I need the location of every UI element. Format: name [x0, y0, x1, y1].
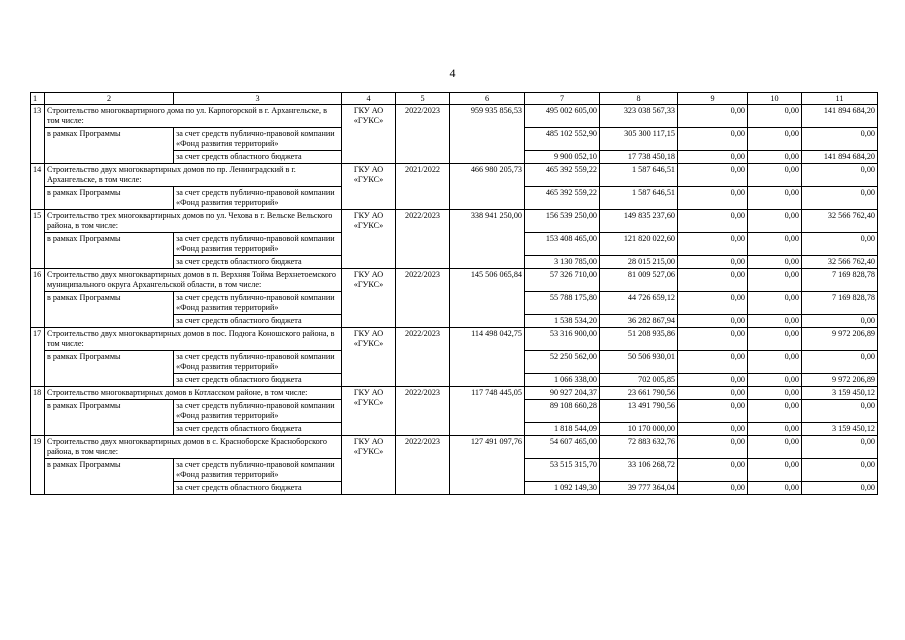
column-number: 11 [802, 93, 878, 105]
project-executor: ГКУ АО «ГУКС» [342, 105, 396, 164]
column-number-row [31, 93, 878, 105]
amount-cell: 0,00 [678, 400, 748, 423]
amount-cell: 36 282 867,94 [600, 315, 678, 328]
amount-cell: 1 818 544,09 [525, 423, 600, 436]
amount-cell: 323 038 567,33 [600, 105, 678, 128]
amount-cell: 3 159 450,12 [802, 423, 878, 436]
column-number: 6 [450, 93, 525, 105]
amount-cell: 1 538 534,20 [525, 315, 600, 328]
project-years: 2022/2023 [396, 328, 450, 387]
program-label: в рамках Программы [45, 351, 174, 387]
fund-source-label: за счет средств публично-правовой компании «Фонд развития территорий» [174, 292, 342, 315]
amount-cell: 44 726 659,12 [600, 292, 678, 315]
program-label: в рамках Программы [45, 233, 174, 269]
regional-source-label: за счет средств областного бюджета [174, 151, 342, 164]
amount-cell: 0,00 [802, 164, 878, 187]
project-executor: ГКУ АО «ГУКС» [342, 164, 396, 210]
amount-cell: 141 894 684,20 [802, 151, 878, 164]
amount-cell: 3 130 785,00 [525, 256, 600, 269]
project-executor: ГКУ АО «ГУКС» [342, 328, 396, 387]
column-number: 10 [748, 93, 802, 105]
amount-cell: 89 108 660,28 [525, 400, 600, 423]
column-number: 4 [342, 93, 396, 105]
amount-cell: 0,00 [678, 315, 748, 328]
amount-cell: 0,00 [678, 482, 748, 495]
program-label: в рамках Программы [45, 128, 174, 164]
project-row [31, 210, 878, 233]
project-number: 13 [31, 105, 45, 164]
amount-cell: 0,00 [748, 128, 802, 151]
regional-source-label: за счет средств областного бюджета [174, 374, 342, 387]
amount-cell: 0,00 [748, 292, 802, 315]
fund-source-label: за счет средств публично-правовой компании «Фонд развития территорий» [174, 128, 342, 151]
project-title: Строительство многоквартирных домов в Котласском районе, в том числе: [45, 387, 342, 400]
amount-cell: 0,00 [748, 482, 802, 495]
amount-cell: 0,00 [678, 210, 748, 233]
amount-cell: 1 587 646,51 [600, 164, 678, 187]
column-number: 9 [678, 93, 748, 105]
fund-source-label: за счет средств публично-правовой компании «Фонд развития территорий» [174, 400, 342, 423]
amount-cell: 1 587 646,51 [600, 187, 678, 210]
amount-cell: 0,00 [802, 187, 878, 210]
project-executor: ГКУ АО «ГУКС» [342, 436, 396, 495]
amount-cell: 3 159 450,12 [802, 387, 878, 400]
amount-cell: 0,00 [748, 328, 802, 351]
regional-source-label: за счет средств областного бюджета [174, 256, 342, 269]
amount-cell: 0,00 [678, 151, 748, 164]
program-label: в рамках Программы [45, 187, 174, 210]
amount-cell: 0,00 [678, 387, 748, 400]
project-years: 2022/2023 [396, 436, 450, 495]
column-number: 1 [31, 93, 45, 105]
program-table [30, 92, 878, 495]
project-title: Строительство двух многоквартирных домов по пр. Ленинградский в г. Архангельске, в том числе: [45, 164, 342, 187]
amount-cell: 0,00 [802, 315, 878, 328]
project-title: Строительство трех многоквартирных домов по ул. Чехова в г. Вельске Вельского района, в том числе: [45, 210, 342, 233]
amount-cell: 0,00 [802, 400, 878, 423]
project-title: Строительство многоквартирного дома по ул. Карпогорской в г. Архангельске, в том числе: [45, 105, 342, 128]
amount-cell: 1 066 338,00 [525, 374, 600, 387]
amount-cell: 55 788 175,80 [525, 292, 600, 315]
amount-cell: 17 738 450,18 [600, 151, 678, 164]
column-number: 7 [525, 93, 600, 105]
amount-cell: 0,00 [802, 459, 878, 482]
amount-cell: 702 005,85 [600, 374, 678, 387]
regional-source-label: за счет средств областного бюджета [174, 482, 342, 495]
amount-cell: 0,00 [678, 459, 748, 482]
amount-cell: 23 661 790,56 [600, 387, 678, 400]
amount-cell: 0,00 [748, 151, 802, 164]
amount-cell: 465 392 559,22 [525, 164, 600, 187]
amount-cell: 53 316 900,00 [525, 328, 600, 351]
amount-cell: 0,00 [748, 387, 802, 400]
project-cost: 114 498 042,75 [450, 328, 525, 387]
project-years: 2022/2023 [396, 105, 450, 164]
amount-cell: 52 250 562,00 [525, 351, 600, 374]
amount-cell: 485 102 552,90 [525, 128, 600, 151]
amount-cell: 0,00 [678, 128, 748, 151]
project-years: 2021/2022 [396, 164, 450, 210]
amount-cell: 50 506 930,01 [600, 351, 678, 374]
project-row [31, 105, 878, 128]
amount-cell: 0,00 [678, 423, 748, 436]
amount-cell: 0,00 [748, 269, 802, 292]
project-number: 16 [31, 269, 45, 328]
amount-cell: 0,00 [678, 374, 748, 387]
amount-cell: 0,00 [748, 423, 802, 436]
amount-cell: 0,00 [678, 164, 748, 187]
amount-cell: 0,00 [678, 105, 748, 128]
amount-cell: 57 326 710,00 [525, 269, 600, 292]
amount-cell: 0,00 [748, 400, 802, 423]
regional-source-label: за счет средств областного бюджета [174, 423, 342, 436]
program-label: в рамках Программы [45, 400, 174, 436]
fund-source-label: за счет средств публично-правовой компании «Фонд развития территорий» [174, 233, 342, 256]
project-years: 2022/2023 [396, 387, 450, 436]
amount-cell: 0,00 [748, 164, 802, 187]
amount-cell: 53 515 315,70 [525, 459, 600, 482]
project-title: Строительство двух многоквартирных домов в п. Верхняя Тойма Верхнетоемского муниципального округа Архангельской области, в том числе: [45, 269, 342, 292]
amount-cell: 9 900 052,10 [525, 151, 600, 164]
column-number: 5 [396, 93, 450, 105]
amount-cell: 0,00 [748, 256, 802, 269]
amount-cell: 495 002 605,00 [525, 105, 600, 128]
project-years: 2022/2023 [396, 210, 450, 269]
project-row [31, 436, 878, 459]
amount-cell: 0,00 [748, 459, 802, 482]
amount-cell: 0,00 [802, 482, 878, 495]
fund-source-label: за счет средств публично-правовой компании «Фонд развития территорий» [174, 351, 342, 374]
amount-cell: 0,00 [748, 351, 802, 374]
fund-source-label: за счет средств публично-правовой компании «Фонд развития территорий» [174, 187, 342, 210]
project-row [31, 269, 878, 292]
amount-cell: 51 208 935,86 [600, 328, 678, 351]
project-row [31, 328, 878, 351]
project-executor: ГКУ АО «ГУКС» [342, 210, 396, 269]
column-number: 2 [45, 93, 174, 105]
project-number: 17 [31, 328, 45, 387]
project-executor: ГКУ АО «ГУКС» [342, 269, 396, 328]
amount-cell: 32 566 762,40 [802, 256, 878, 269]
program-label: в рамках Программы [45, 292, 174, 328]
amount-cell: 121 820 022,60 [600, 233, 678, 256]
amount-cell: 33 106 268,72 [600, 459, 678, 482]
amount-cell: 39 777 364,04 [600, 482, 678, 495]
project-number: 15 [31, 210, 45, 269]
amount-cell: 13 491 790,56 [600, 400, 678, 423]
program-label: в рамках Программы [45, 459, 174, 495]
project-number: 14 [31, 164, 45, 210]
project-years: 2022/2023 [396, 269, 450, 328]
amount-cell: 0,00 [678, 328, 748, 351]
amount-cell: 0,00 [802, 233, 878, 256]
amount-cell: 0,00 [748, 210, 802, 233]
amount-cell: 54 607 465,00 [525, 436, 600, 459]
fund-source-label: за счет средств публично-правовой компании «Фонд развития территорий» [174, 459, 342, 482]
project-title: Строительство двух многоквартирных домов в пос. Подюга Коношского района, в том числе: [45, 328, 342, 351]
amount-cell: 156 539 250,00 [525, 210, 600, 233]
amount-cell: 0,00 [748, 233, 802, 256]
column-number: 8 [600, 93, 678, 105]
amount-cell: 28 015 215,00 [600, 256, 678, 269]
amount-cell: 465 392 559,22 [525, 187, 600, 210]
project-cost: 117 748 445,05 [450, 387, 525, 436]
amount-cell: 0,00 [678, 187, 748, 210]
amount-cell: 9 972 206,89 [802, 328, 878, 351]
amount-cell: 0,00 [678, 269, 748, 292]
project-cost: 466 980 205,73 [450, 164, 525, 210]
page-number: 4 [449, 66, 456, 80]
project-cost: 338 941 250,00 [450, 210, 525, 269]
amount-cell: 32 566 762,40 [802, 210, 878, 233]
amount-cell: 7 169 828,78 [802, 292, 878, 315]
amount-cell: 90 927 204,37 [525, 387, 600, 400]
project-title: Строительство двух многоквартирных домов в с. Красноборске Красноборского района, в том числе: [45, 436, 342, 459]
regional-source-label: за счет средств областного бюджета [174, 315, 342, 328]
amount-cell: 0,00 [678, 292, 748, 315]
amount-cell: 0,00 [802, 436, 878, 459]
amount-cell: 0,00 [802, 351, 878, 374]
project-executor: ГКУ АО «ГУКС» [342, 387, 396, 436]
amount-cell: 0,00 [678, 351, 748, 374]
project-row [31, 387, 878, 400]
amount-cell: 0,00 [748, 436, 802, 459]
amount-cell: 0,00 [748, 187, 802, 210]
project-cost: 127 491 097,76 [450, 436, 525, 495]
amount-cell: 10 170 000,00 [600, 423, 678, 436]
amount-cell: 0,00 [748, 374, 802, 387]
amount-cell: 81 009 527,06 [600, 269, 678, 292]
amount-cell: 305 300 117,15 [600, 128, 678, 151]
amount-cell: 153 408 465,00 [525, 233, 600, 256]
amount-cell: 0,00 [748, 315, 802, 328]
project-number: 18 [31, 387, 45, 436]
column-number: 3 [174, 93, 342, 105]
amount-cell: 7 169 828,78 [802, 269, 878, 292]
amount-cell: 0,00 [678, 436, 748, 459]
amount-cell: 149 835 237,60 [600, 210, 678, 233]
amount-cell: 0,00 [748, 105, 802, 128]
amount-cell: 1 092 149,30 [525, 482, 600, 495]
amount-cell: 0,00 [678, 233, 748, 256]
project-number: 19 [31, 436, 45, 495]
amount-cell: 141 894 684,20 [802, 105, 878, 128]
amount-cell: 0,00 [802, 128, 878, 151]
project-cost: 959 935 856,53 [450, 105, 525, 164]
project-row [31, 164, 878, 187]
project-cost: 145 506 065,84 [450, 269, 525, 328]
amount-cell: 9 972 206,89 [802, 374, 878, 387]
amount-cell: 72 883 632,76 [600, 436, 678, 459]
amount-cell: 0,00 [678, 256, 748, 269]
